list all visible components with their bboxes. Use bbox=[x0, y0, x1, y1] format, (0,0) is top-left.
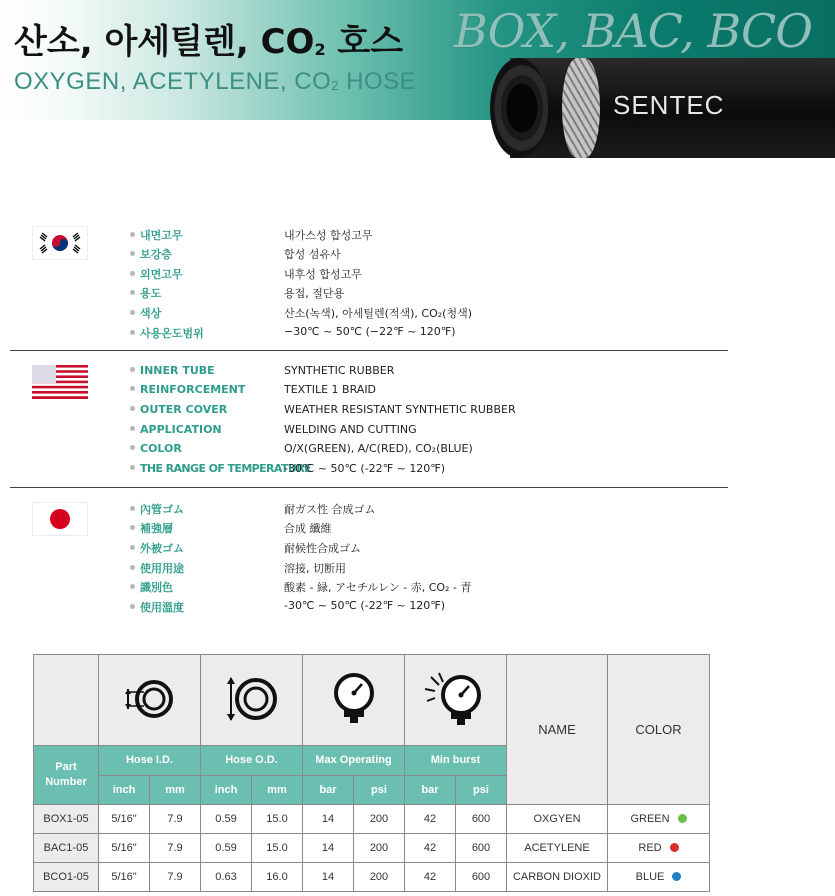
spec-row bbox=[0, 325, 835, 343]
spec-label: 사용온도범위 bbox=[130, 325, 204, 341]
unit-psi: psi bbox=[456, 775, 507, 805]
name-cell: CARBON DIOXID bbox=[507, 863, 608, 892]
od-mm-cell: 15.0 bbox=[252, 805, 303, 834]
spec-label: 識別色 bbox=[130, 579, 173, 595]
spec-row bbox=[0, 285, 835, 303]
section-divider bbox=[10, 487, 728, 488]
burst-gauge-icon bbox=[421, 671, 491, 727]
spec-value: WEATHER RESISTANT SYNTHETIC RUBBER bbox=[284, 403, 516, 416]
table-row bbox=[34, 863, 710, 892]
op-bar-cell: 14 bbox=[303, 863, 354, 892]
min-burst-header: Min burst bbox=[405, 746, 507, 776]
hose-inner-diameter-icon bbox=[120, 674, 180, 724]
unit-inch: inch bbox=[99, 775, 150, 805]
spec-label: 용도 bbox=[130, 285, 161, 301]
spec-value: O/X(GREEN), A/C(RED), CO₂(BLUE) bbox=[284, 442, 473, 455]
hose-od-header: Hose O.D. bbox=[201, 746, 303, 776]
burst-psi-cell: 600 bbox=[456, 834, 507, 863]
spec-row bbox=[0, 227, 835, 245]
od-mm-cell: 15.0 bbox=[252, 834, 303, 863]
spec-value: 耐候性合成ゴム bbox=[284, 542, 361, 555]
spec-label: 使用溫度 bbox=[130, 599, 184, 615]
spec-row bbox=[0, 266, 835, 284]
title-korean: 산소, 아세틸렌, $CO_2$ 호스 bbox=[14, 22, 404, 62]
spec-label: APPLICATION bbox=[130, 423, 222, 436]
section-divider bbox=[10, 350, 728, 351]
hose-braid bbox=[562, 58, 600, 158]
hose-end bbox=[490, 58, 548, 158]
table-row bbox=[34, 805, 710, 834]
spec-row bbox=[0, 403, 835, 421]
spec-row bbox=[0, 560, 835, 578]
spec-value: TEXTILE 1 BRAID bbox=[284, 383, 377, 396]
pressure-gauge-icon bbox=[329, 671, 379, 727]
color-cell bbox=[608, 863, 710, 892]
id-inch-cell: 5/16" bbox=[99, 863, 150, 892]
spec-value: 合成 纖維 bbox=[284, 522, 332, 535]
op-psi-cell: 200 bbox=[354, 863, 405, 892]
color-label: RED bbox=[638, 842, 662, 854]
op-psi-cell: 200 bbox=[354, 834, 405, 863]
spec-label: OUTER COVER bbox=[130, 403, 227, 416]
spec-label: 外被ゴム bbox=[130, 540, 184, 556]
spec-row bbox=[0, 599, 835, 617]
spec-label: REINFORCEMENT bbox=[130, 383, 245, 396]
unit-psi: psi bbox=[354, 775, 405, 805]
part-number-cell: BAC1-05 bbox=[34, 834, 99, 863]
spec-row bbox=[0, 579, 835, 597]
spec-row bbox=[0, 246, 835, 264]
part-number-cell: BOX1-05 bbox=[34, 805, 99, 834]
spec-row bbox=[0, 520, 835, 538]
hose-outer-diameter-icon bbox=[222, 672, 282, 726]
part-number-cell: BCO1-05 bbox=[34, 863, 99, 892]
id-inch-cell: 5/16" bbox=[99, 805, 150, 834]
spec-value: WELDING AND CUTTING bbox=[284, 423, 417, 436]
spec-label: 內管ゴム bbox=[130, 501, 184, 517]
id-mm-cell: 7.9 bbox=[150, 805, 201, 834]
max-operating-header: Max Operating bbox=[303, 746, 405, 776]
op-psi-cell: 200 bbox=[354, 805, 405, 834]
max-operating-icon-cell bbox=[303, 655, 405, 746]
spec-label: 補強層 bbox=[130, 520, 173, 536]
spec-label: 외면고무 bbox=[130, 266, 183, 282]
table-row bbox=[34, 834, 710, 863]
part-number-header: Part Number bbox=[34, 746, 99, 805]
hose-od-icon-cell bbox=[201, 655, 303, 746]
od-mm-cell: 16.0 bbox=[252, 863, 303, 892]
color-dot bbox=[672, 872, 681, 881]
spec-value: -30℃ ~ 50℃ (-22℉ ~ 120℉) bbox=[284, 599, 446, 612]
od-inch-cell: 0.63 bbox=[201, 863, 252, 892]
spec-value: 산소(녹색), 아세틸렌(적색), CO₂(청색) bbox=[284, 307, 472, 320]
spec-label: 색상 bbox=[130, 305, 161, 321]
hose-image bbox=[490, 58, 835, 158]
spec-value: SYNTHETIC RUBBER bbox=[284, 364, 395, 377]
od-inch-cell: 0.59 bbox=[201, 805, 252, 834]
unit-bar: bar bbox=[303, 775, 354, 805]
burst-psi-cell: 600 bbox=[456, 805, 507, 834]
spec-label: COLOR bbox=[130, 442, 182, 455]
spec-label: INNER TUBE bbox=[130, 364, 215, 377]
color-header: COLOR bbox=[608, 655, 710, 805]
op-bar-cell: 14 bbox=[303, 805, 354, 834]
spec-row bbox=[0, 540, 835, 558]
spec-row bbox=[0, 442, 835, 460]
unit-mm: mm bbox=[150, 775, 201, 805]
spec-value: 耐ガス性 合成ゴム bbox=[284, 503, 376, 516]
brand-name: SENTEC bbox=[613, 90, 725, 120]
spec-value: -30℃ ~ 50℃ (-22℉ ~ 120℉) bbox=[284, 462, 446, 475]
spec-label: 내면고무 bbox=[130, 227, 183, 243]
unit-inch: inch bbox=[201, 775, 252, 805]
id-inch-cell: 5/16" bbox=[99, 834, 150, 863]
unit-mm: mm bbox=[252, 775, 303, 805]
color-dot bbox=[678, 814, 687, 823]
title-english: OXYGEN, ACETYLENE, $CO_2$ HOSE bbox=[14, 68, 417, 95]
od-inch-cell: 0.59 bbox=[201, 834, 252, 863]
spec-row bbox=[0, 462, 835, 480]
burst-bar-cell: 42 bbox=[405, 834, 456, 863]
spec-value: 酸素 - 緑, アセチルレン - 赤, CO₂ - 青 bbox=[284, 581, 472, 594]
unit-bar: bar bbox=[405, 775, 456, 805]
hose-id-header: Hose I.D. bbox=[99, 746, 201, 776]
spec-value: 내후성 합성고무 bbox=[284, 268, 362, 281]
name-cell: OXGYEN bbox=[507, 805, 608, 834]
spec-label: THE RANGE OF TEMPERATURE bbox=[130, 462, 311, 475]
color-cell bbox=[608, 834, 710, 863]
color-dot bbox=[670, 843, 679, 852]
spec-label: 使用用途 bbox=[130, 560, 184, 576]
spec-value: 합성 섬유사 bbox=[284, 248, 341, 261]
color-label: BLUE bbox=[635, 871, 665, 883]
series-codes: BOX, BAC, BCO bbox=[454, 4, 812, 58]
blank-header-cell bbox=[34, 655, 99, 746]
op-bar-cell: 14 bbox=[303, 834, 354, 863]
color-label: GREEN bbox=[630, 813, 670, 825]
spec-row bbox=[0, 305, 835, 323]
spec-value: 용접, 절단용 bbox=[284, 287, 345, 300]
spec-value: −30℃ ~ 50℃ (−22℉ ~ 120℉) bbox=[284, 325, 456, 338]
spec-row bbox=[0, 364, 835, 382]
spec-value: 내가스성 합성고무 bbox=[284, 229, 373, 242]
burst-psi-cell: 600 bbox=[456, 863, 507, 892]
spec-value: 溶接, 切断用 bbox=[284, 562, 346, 575]
burst-bar-cell: 42 bbox=[405, 863, 456, 892]
color-cell bbox=[608, 805, 710, 834]
spec-row bbox=[0, 423, 835, 441]
name-cell: ACETYLENE bbox=[507, 834, 608, 863]
burst-bar-cell: 42 bbox=[405, 805, 456, 834]
name-header: NAME bbox=[507, 655, 608, 805]
id-mm-cell: 7.9 bbox=[150, 834, 201, 863]
min-burst-icon-cell bbox=[405, 655, 507, 746]
product-table bbox=[33, 654, 710, 892]
hose-id-icon-cell bbox=[99, 655, 201, 746]
spec-row bbox=[0, 383, 835, 401]
spec-row bbox=[0, 501, 835, 519]
id-mm-cell: 7.9 bbox=[150, 863, 201, 892]
spec-label: 보강층 bbox=[130, 246, 172, 262]
